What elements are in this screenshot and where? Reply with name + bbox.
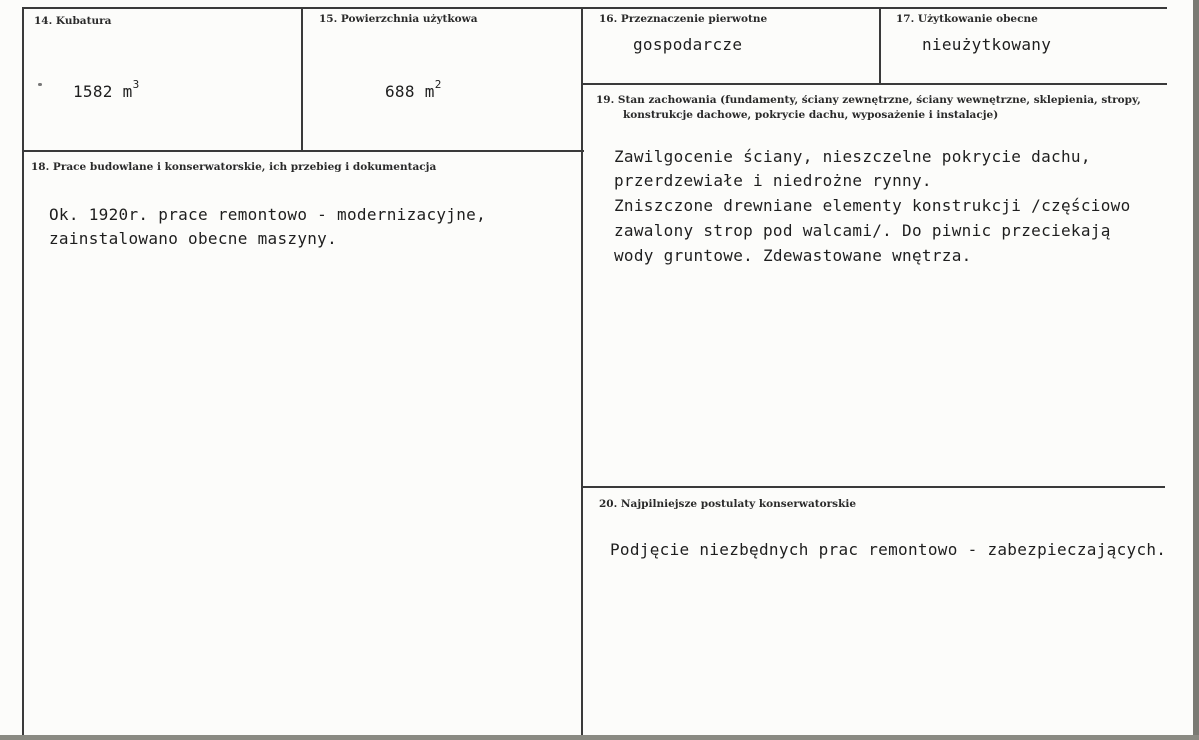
top-rule — [22, 7, 1167, 9]
kubatura-unit: m — [122, 82, 133, 101]
stan-zachowania-label-1: 19. Stan zachowania (fundamenty, ściany zewnętrzne, ściany wewnętrzne, sklepienia, stropy, — [596, 94, 1141, 106]
powierzchnia-unit: m — [424, 82, 435, 101]
stan-zachowania-line-1: Zawilgocenie ściany, nieszczelne pokrycie dachu, — [614, 147, 1091, 166]
kubatura-exponent: 3 — [132, 78, 140, 91]
stan-zachowania-line-5: wody gruntowe. Zdewastowane wnętrza. — [614, 246, 972, 265]
uzytkowanie-value: nieużytkowany — [922, 35, 1052, 54]
rule-above-20 — [581, 486, 1165, 488]
scan-speck — [38, 83, 42, 86]
rule-under-14-15 — [22, 150, 584, 152]
stan-zachowania-line-4: zawalony strop pod walcami/. Do piwnic przeciekają — [614, 221, 1111, 240]
left-border — [22, 7, 24, 735]
scan-edge-bottom — [0, 735, 1199, 740]
postulaty-text: Podjęcie niezbędnych prac remontowo - zabezpieczających. — [610, 540, 1167, 559]
uzytkowanie-label: 17. Użytkowanie obecne — [896, 13, 1038, 25]
postulaty-label: 20. Najpilniejsze postulaty konserwatorskie — [599, 498, 857, 510]
kubatura-number: 1582 — [73, 82, 113, 101]
divider-14-15 — [301, 7, 303, 151]
powierzchnia-number: 688 — [385, 82, 415, 101]
prace-budowlane-line-2: zainstalowano obecne maszyny. — [49, 229, 338, 248]
stan-zachowania-line-3: Zniszczone drewniane elementy konstrukcji /częściowo — [614, 196, 1131, 215]
scan-edge-right — [1193, 0, 1199, 740]
przeznaczenie-value: gospodarcze — [633, 35, 743, 54]
prace-budowlane-line-1: Ok. 1920r. prace remontowo - modernizacyjne, — [49, 205, 487, 224]
powierzchnia-value — [385, 73, 442, 104]
prace-budowlane-label: 18. Prace budowlane i konserwatorskie, ich przebieg i dokumentacja — [31, 161, 437, 173]
center-divider — [581, 7, 583, 735]
kubatura-value — [73, 73, 140, 104]
kubatura-label: 14. Kubatura — [34, 15, 112, 27]
powierzchnia-exponent: 2 — [434, 78, 442, 91]
powierzchnia-label: 15. Powierzchnia użytkowa — [319, 13, 478, 25]
stan-zachowania-line-2: przerdzewiałe i niedrożne rynny. — [614, 171, 932, 190]
divider-16-17 — [879, 7, 881, 84]
stan-zachowania-label-2: konstrukcje dachowe, pokrycie dachu, wyposażenie i instalacje) — [623, 109, 999, 121]
rule-under-16-17 — [583, 83, 1167, 85]
przeznaczenie-label: 16. Przeznaczenie pierwotne — [599, 13, 768, 25]
